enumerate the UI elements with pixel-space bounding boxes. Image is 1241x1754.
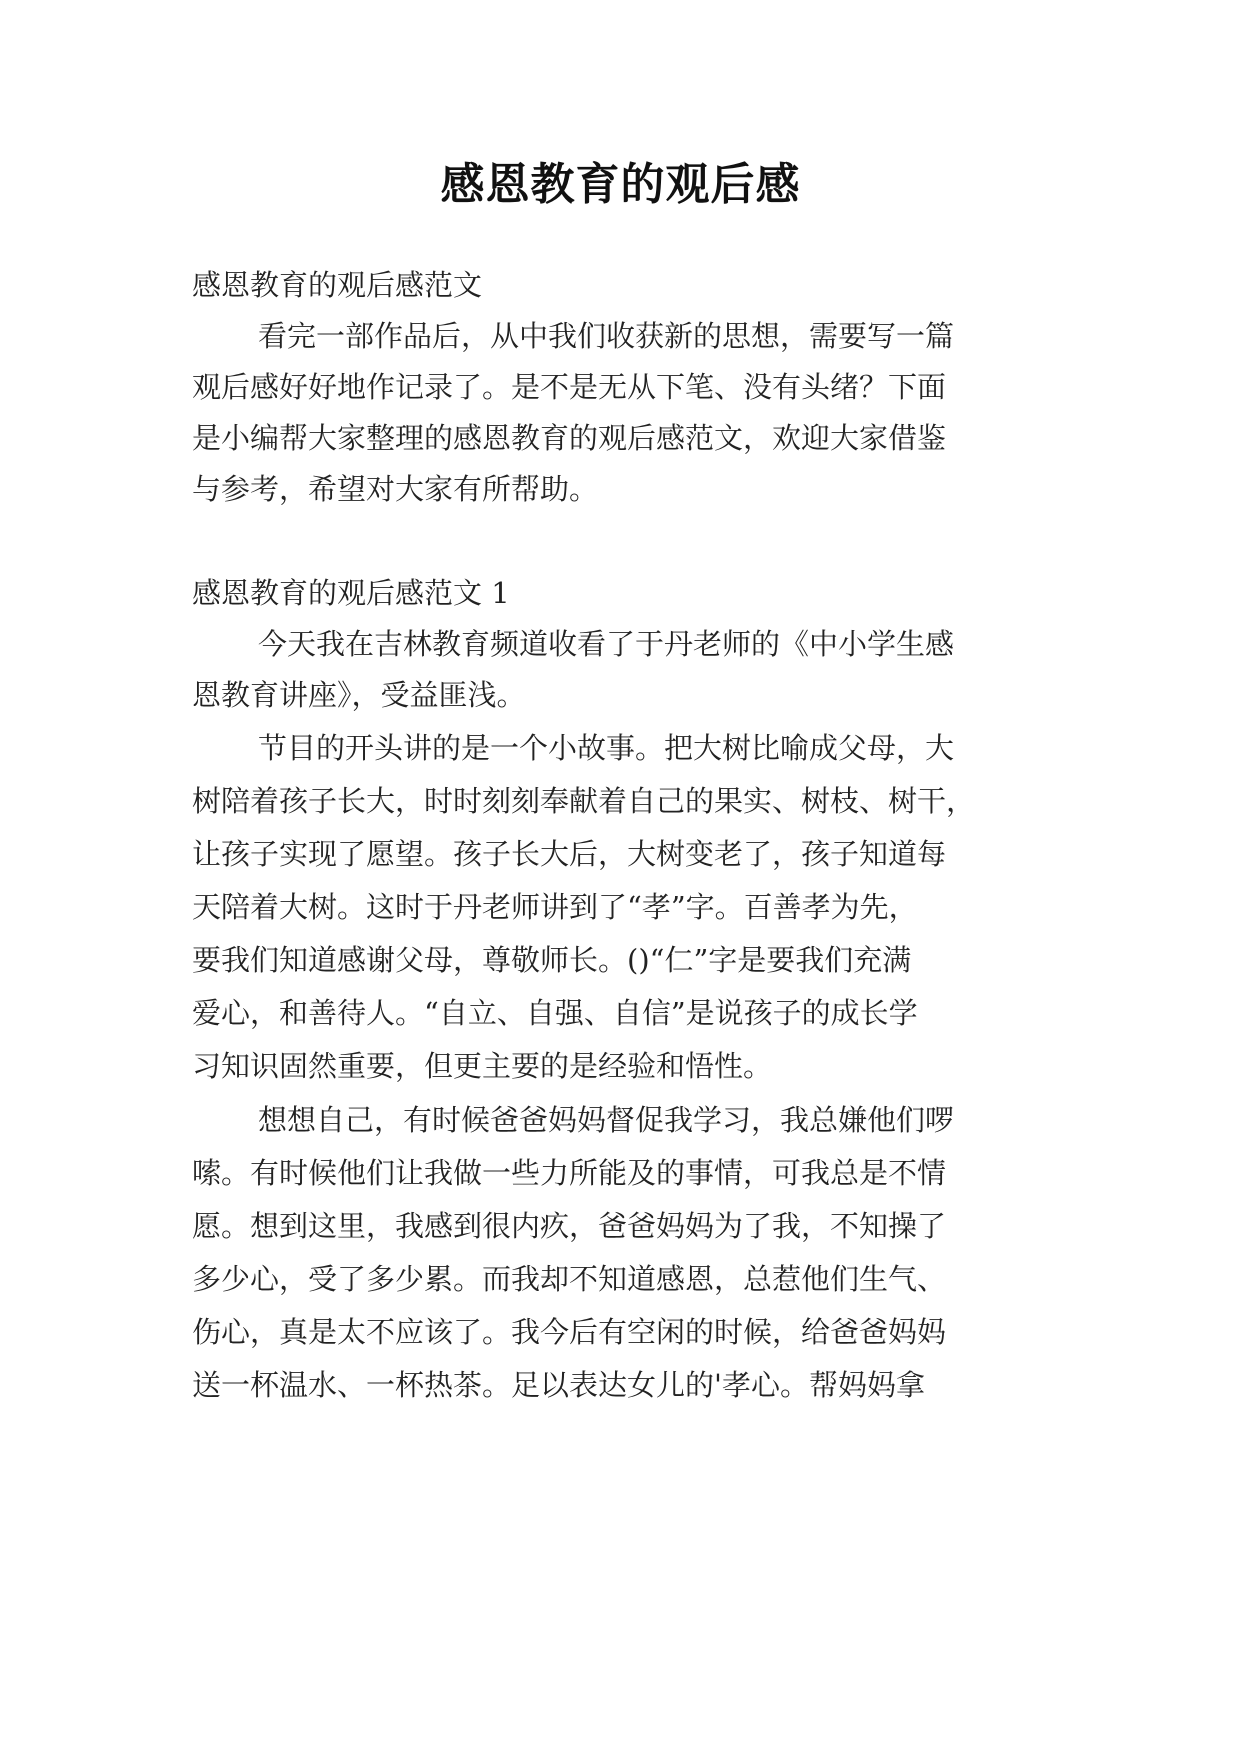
paragraph-line: 观后感好好地作记录了。是不是无从下笔、没有头绪？下面 xyxy=(192,370,947,404)
paragraph-line: 多少心，受了多少累。而我却不知道感恩，总惹他们生气、 xyxy=(192,1262,947,1296)
section-heading: 感恩教育的观后感范文 1 xyxy=(192,576,510,610)
paragraph-line: 习知识固然重要，但更主要的是经验和悟性。 xyxy=(192,1049,773,1083)
paragraph-line: 想想自己，有时候爸爸妈妈督促我学习，我总嫌他们啰 xyxy=(258,1103,955,1137)
paragraph-line: 节目的开头讲的是一个小故事。把大树比喻成父母，大 xyxy=(258,731,955,765)
paragraph-line: 嗦。有时候他们让我做一些力所能及的事情，可我总是不情 xyxy=(192,1156,947,1190)
paragraph-line: 看完一部作品后，从中我们收获新的思想，需要写一篇 xyxy=(258,319,955,353)
document-title: 感恩教育的观后感 xyxy=(440,159,801,210)
paragraph-line: 今天我在吉林教育频道收看了于丹老师的《中小学生感 xyxy=(258,627,955,661)
paragraph-line: 是小编帮大家整理的感恩教育的观后感范文，欢迎大家借鉴 xyxy=(192,421,947,455)
paragraph-line: 要我们知道感谢父母，尊敬师长。()“仁”字是要我们充满 xyxy=(192,943,912,977)
paragraph-line: 树陪着孩子长大，时时刻刻奉献着自己的果实、树枝、树干， xyxy=(192,784,976,818)
paragraph-line: 恩教育讲座》，受益匪浅。 xyxy=(192,678,526,712)
paragraph-line: 爱心，和善待人。“自立、自强、自信”是说孩子的成长学 xyxy=(192,996,918,1030)
paragraph-line: 让孩子实现了愿望。孩子长大后，大树变老了，孩子知道每 xyxy=(192,837,947,871)
paragraph-line: 送一杯温水、一杯热茶。足以表达女儿的'孝心。帮妈妈拿 xyxy=(192,1368,925,1402)
paragraph-line: 与参考，希望对大家有所帮助。 xyxy=(192,472,599,506)
paragraph-line: 天陪着大树。这时于丹老师讲到了“孝”字。百善孝为先， xyxy=(192,890,918,924)
section-heading: 感恩教育的观后感范文 xyxy=(192,268,483,302)
paragraph-line: 伤心，真是太不应该了。我今后有空闲的时候，给爸爸妈妈 xyxy=(192,1315,947,1349)
paragraph-line: 愿。想到这里，我感到很内疚，爸爸妈妈为了我，不知操了 xyxy=(192,1209,947,1243)
